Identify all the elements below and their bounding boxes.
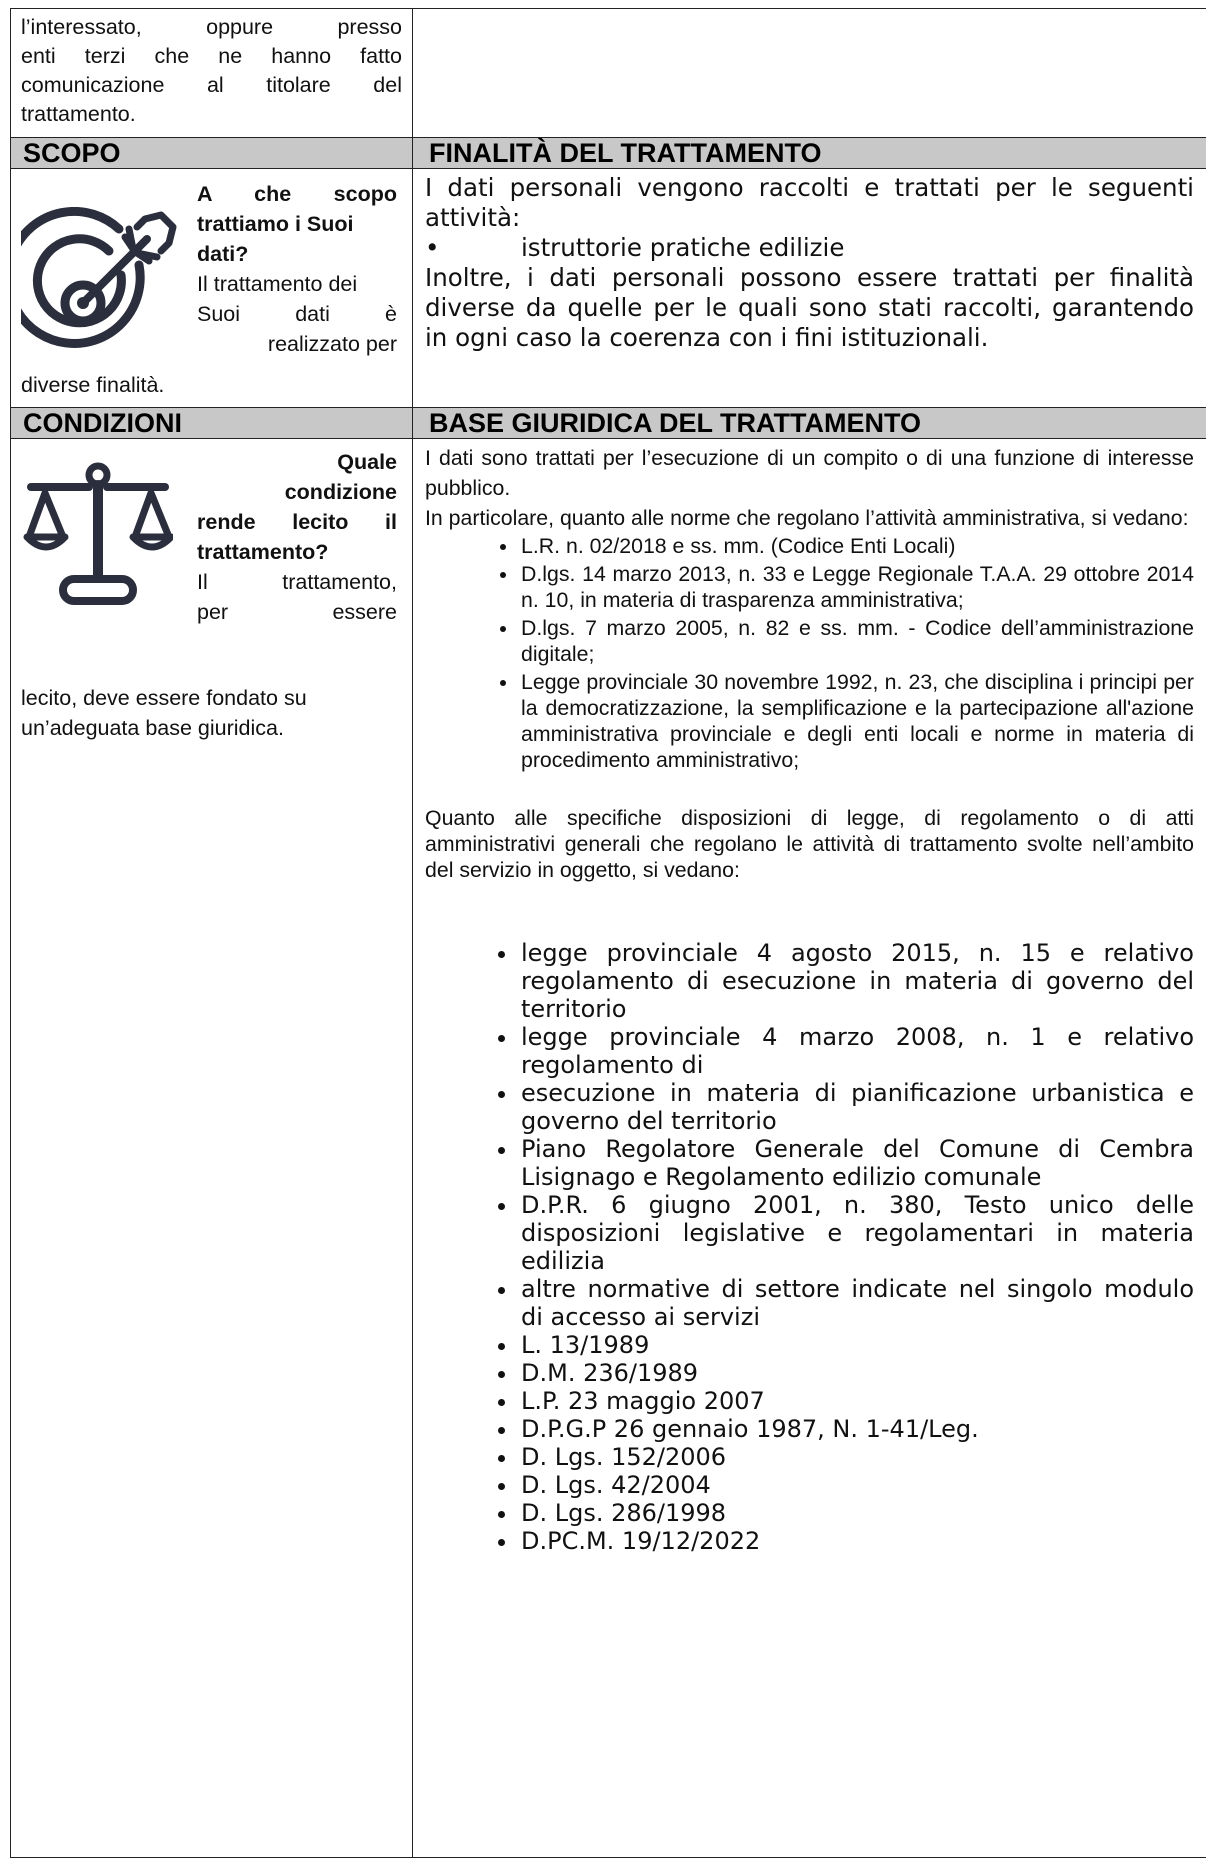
privacy-info-table — [10, 8, 1206, 1858]
finalita-header: FINALITÀ DEL TRATTAMENTO — [413, 138, 1206, 169]
desc-line: Il trattamento, — [197, 567, 397, 597]
list-item: • D.P.R. 6 giugno 2001, n. 380, Testo unico delle disposizioni legislative e regolamentari in materia edilizia — [519, 1191, 1194, 1275]
list-item: • L. 13/1989 — [519, 1331, 1194, 1359]
intro-left-cell — [11, 9, 413, 138]
list-item: • L.P. 23 maggio 2007 — [519, 1387, 1194, 1415]
desc-line: Il trattamento dei — [197, 269, 397, 299]
list-item: • D. Lgs. 152/2006 — [519, 1443, 1194, 1471]
scopo-question — [197, 179, 397, 359]
finalita-bullet-text: istruttorie pratiche edilizie — [521, 233, 844, 262]
desc-line: realizzato per — [197, 329, 397, 359]
list-item: • altre normative di settore indicate nel singolo modulo di accesso ai servizi — [519, 1275, 1194, 1331]
list-item: • Legge provinciale 30 novembre 1992, n. 23, che disciplina i principi per la democratizzazione, la semplificazione e la partecipazione all'azione amministrativa provinciale e degli enti locali e norme in materia di procedimento amministrativo; — [519, 669, 1194, 773]
intro-line: trattamento. — [21, 100, 402, 129]
list-item: • D.lgs. 7 marzo 2005, n. 82 e ss. mm. - Codice dell’amministrazione digitale; — [519, 615, 1194, 667]
finalita-intro: I dati personali vengono raccolti e trattati per le seguenti attività: — [425, 173, 1194, 233]
condizioni-question — [197, 447, 397, 627]
scopo-left-cell — [11, 169, 413, 408]
desc-line: Suoi dati è — [197, 299, 397, 329]
intro-line: l’interessato, oppure presso — [21, 13, 402, 42]
list-item: • D.P.G.P 26 gennaio 1987, N. 1-41/Leg. — [519, 1415, 1194, 1443]
list-item: • L.R. n. 02/2018 e ss. mm. (Codice Enti Locali) — [519, 533, 1194, 559]
condizioni-row — [11, 439, 1206, 1858]
norme-list — [425, 533, 1194, 773]
scopo-row — [11, 169, 1206, 408]
list-item: • esecuzione in materia di pianificazione urbanistica e governo del territorio — [519, 1079, 1194, 1135]
question-line: condizione — [197, 477, 397, 507]
balance-scale-icon — [23, 461, 173, 611]
question-line: trattiamo i Suoi — [197, 209, 397, 239]
scopo-header-row — [11, 138, 1206, 169]
finalita-body — [413, 169, 1206, 353]
disposizioni-list — [425, 939, 1194, 1555]
intro-text — [11, 9, 412, 137]
list-item: • D. Lgs. 42/2004 — [519, 1471, 1194, 1499]
base-giuridica-header: BASE GIURIDICA DEL TRATTAMENTO — [413, 408, 1206, 439]
base-giuridica-body — [413, 439, 1206, 1555]
question-line: trattamento? — [197, 537, 397, 567]
desc-tail: diverse finalità. — [21, 373, 164, 398]
intro-line: comunicazione al titolare del — [21, 71, 402, 100]
list-item: • legge provinciale 4 marzo 2008, n. 1 e relativo regolamento di — [519, 1023, 1194, 1079]
target-arrow-icon — [21, 207, 181, 367]
intro-line: enti terzi che ne hanno fatto — [21, 42, 402, 71]
base-p1: I dati sono trattati per l’esecuzione di un compito o di una funzione di interesse pubblico. — [425, 443, 1194, 503]
desc-line: per essere — [197, 597, 397, 627]
list-item: • legge provinciale 4 agosto 2015, n. 15 e relativo regolamento di esecuzione in materia di governo del territorio — [519, 939, 1194, 1023]
base-p3: Quanto alle specifiche disposizioni di legge, di regolamento o di atti amministrativi generali che regolano le attività di trattamento svolte nell’ambito del servizio in oggetto, si vedano: — [425, 805, 1194, 883]
base-p2: In particolare, quanto alle norme che regolano l’attività amministrativa, si vedano: — [425, 503, 1194, 533]
intro-right-cell — [413, 9, 1206, 138]
question-line: rende lecito il — [197, 507, 397, 537]
finalita-bullet: • istruttorie pratiche edilizie — [425, 233, 1194, 263]
condizioni-header: CONDIZIONI — [11, 408, 413, 439]
list-item: • D. Lgs. 286/1998 — [519, 1499, 1194, 1527]
condizioni-desc-tail — [21, 683, 403, 743]
list-item: • D.lgs. 14 marzo 2013, n. 33 e Legge Regionale T.A.A. 29 ottobre 2014 n. 10, in materia di trasparenza amministrativa; — [519, 561, 1194, 613]
finalita-more: Inoltre, i dati personali possono essere trattati per finalità diverse da quelle per le quali sono stati raccolti, garantendo in ogni caso la coerenza con i fini istituzionali. — [425, 263, 1194, 353]
finalita-cell — [413, 169, 1206, 408]
question-line: dati? — [197, 239, 397, 269]
info-table — [10, 8, 1206, 1858]
condizioni-header-row — [11, 408, 1206, 439]
list-item: • D.PC.M. 19/12/2022 — [519, 1527, 1194, 1555]
desc-tail-line: lecito, deve essere fondato su — [21, 683, 403, 713]
scopo-header: SCOPO — [11, 138, 413, 169]
intro-row — [11, 9, 1206, 138]
base-giuridica-cell — [413, 439, 1206, 1858]
desc-tail-line: un’adeguata base giuridica. — [21, 713, 403, 743]
list-item: • D.M. 236/1989 — [519, 1359, 1194, 1387]
condizioni-left-cell — [11, 439, 413, 1858]
list-item: • Piano Regolatore Generale del Comune di Cembra Lisignago e Regolamento edilizio comunale — [519, 1135, 1194, 1191]
question-line: A che scopo — [197, 179, 397, 209]
question-line: Quale — [197, 447, 397, 477]
